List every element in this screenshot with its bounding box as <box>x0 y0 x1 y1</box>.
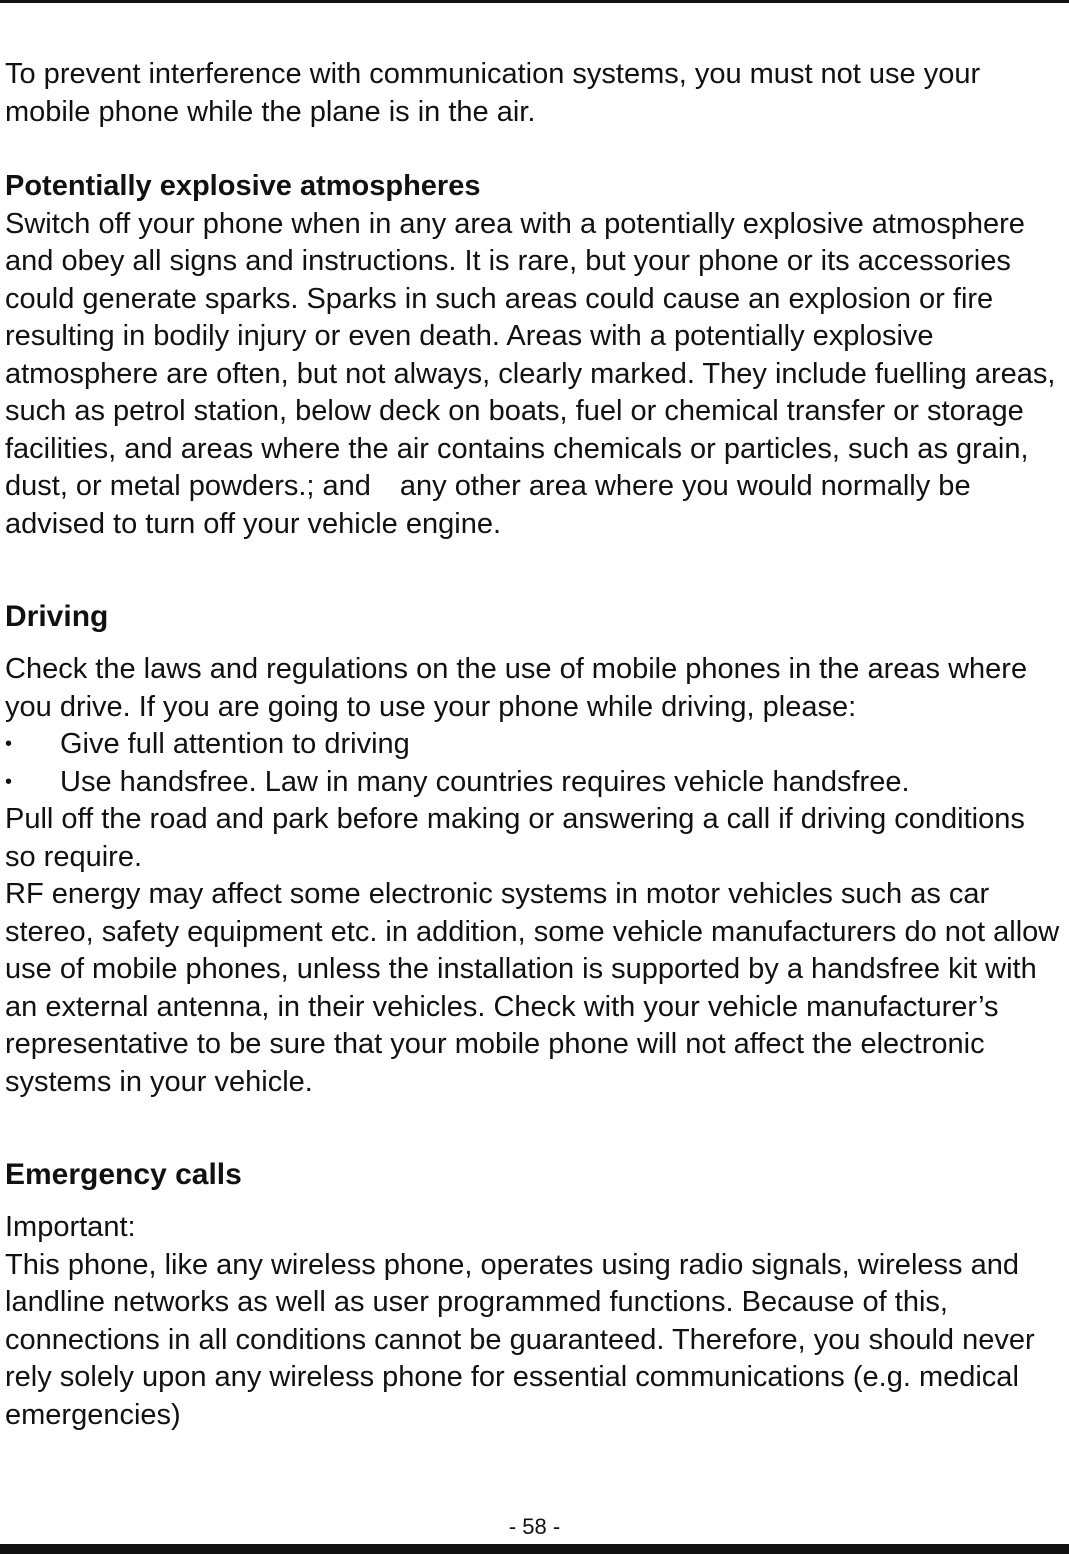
emergency-calls-heading: Emergency calls <box>5 1158 242 1191</box>
top-rule <box>0 0 1069 3</box>
rf-energy-paragraph: RF energy may affect some electronic systems in motor vehicles such as car stereo, safety equipment etc. in addition, some vehicle manufacturers do not allow use of mobile phones, unless the installation is supported by a handsfree kit with an external antenna, in their vehicles. Check with your vehicle manufacturer’s representative to be sure that your mobile phone will not affect the electronic systems in your vehicle. <box>5 878 1060 1098</box>
driving-bullet-item <box>5 764 1063 802</box>
page-content <box>5 56 1063 1434</box>
driving-bullet-item <box>5 726 1063 764</box>
paragraph-spacer <box>5 131 1063 168</box>
pull-off-paragraph: Pull off the road and park before making or answering a call if driving conditions so require. <box>5 803 1025 873</box>
explosive-atmospheres-paragraph: Switch off your phone when in any area with a potentially explosive atmosphere and obey all signs and instructions. It is rare, but your phone or its accessories could generate sparks. Sparks in such areas could cause an explosion or fire resulting in bodily injury or even death. Areas with a potentially explosive atmosphere are often, but not always, clearly marked. They include fuelling areas, such as petrol station, below deck on boats, fuel or chemical transfer or storage facilities, and areas where the air contains chemicals or particles, such as grain, dust, or metal powders.; and any other area where you would normally be advised to turn off your vehicle engine. <box>5 207 1056 540</box>
driving-bullet-text: Give full attention to driving <box>60 728 410 760</box>
intro-paragraph: To prevent interference with communication systems, you must not use your mobile phone while the plane is in the air. <box>5 58 981 128</box>
bottom-rule <box>0 1544 1069 1554</box>
driving-heading: Driving <box>5 600 109 633</box>
bullet-dot-icon: • <box>5 733 13 755</box>
bullet-dot-icon: • <box>5 770 13 793</box>
driving-bullet-list <box>5 726 1063 801</box>
explosive-atmospheres-heading: Potentially explosive atmospheres <box>5 170 481 202</box>
driving-intro-paragraph: Check the laws and regulations on the use of mobile phones in the areas where you drive. If you are going to use your phone while driving, please: <box>5 653 1028 723</box>
page-number: - 58 - <box>508 1514 561 1539</box>
emergency-calls-paragraph: This phone, like any wireless phone, operates using radio signals, wireless and landline networks as well as user programmed functions. Because of this, connections in all conditions cannot be guaranteed. Therefore, you should never rely solely upon any wireless phone for essential communications (e.g. medical emergencies) <box>5 1248 1035 1431</box>
important-label: Important: <box>5 1211 136 1243</box>
driving-bullet-text: Use handsfree. Law in many countries requires vehicle handsfree. <box>60 765 910 798</box>
